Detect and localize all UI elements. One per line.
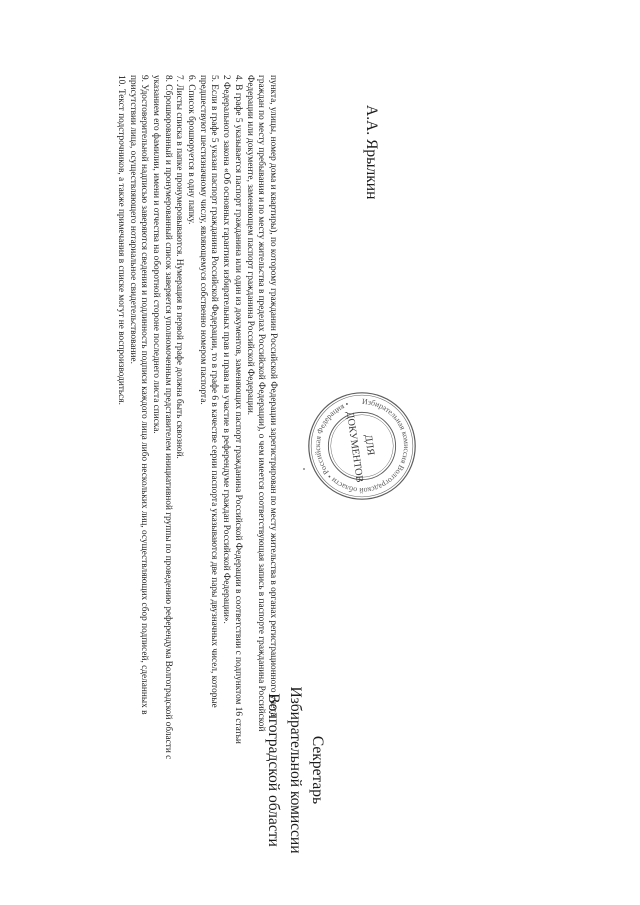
round-seal-stamp (306, 390, 418, 502)
note-line: 2 Федерального закона «Об основных гарантиях избирательных прав и права на участие в референдуме граждан Российской Федерации». (221, 75, 232, 624)
note-line: 5. Если в графе 5 указан паспорт гражданина Российской Федерации, то в графе 6 в качестве серии паспорта указываются две пары двузначных чисел, которые (209, 75, 220, 708)
signature-block (262, 640, 328, 900)
note-line: 7. Листы списка в папке пронумеровываются. Нумерация в первой графе должна быть сквозной. (174, 75, 185, 459)
signer-position-line3: Волгоградской области (265, 693, 282, 847)
note-line: присутствии лица, осуществляющего нотариальное свидетельствование. (127, 75, 138, 364)
stamp-center-bottom: ДОКУМЕНТОВ (343, 410, 365, 484)
note-line: 8. Сброшюрованный и пронумерованный список заверяется уполномоченным представителем инициативной группы по проведению референдума Волгоградской области с (162, 75, 173, 760)
signer-position-line2: Избирательной комиссии (287, 686, 304, 854)
scan-artifact (303, 468, 305, 470)
note-line: пункта, улицы, номер дома и квартиры), по которому гражданин Российской Федерации зарегистрирован по месту жительства в органах регистрационного учета (268, 75, 278, 717)
note-line: предшествуют шестизначному числу, являющемуся собственно номером паспорта. (197, 75, 208, 405)
note-line: Федерации или документе, заменяющем паспорт гражданина Российской Федерации. (244, 75, 255, 416)
note-line: 6. Список брошюруется в одну папку. (186, 75, 197, 225)
note-line: 9. Удостоверительной надписью заверяются сведения и подлинность подписи каждого лица либо нескольких лиц, осуществляющих сбор подписей, сделанных в (139, 75, 150, 715)
stamp-ring-text: Избирательная комиссия Волгоградской области • Российская Федерация • (312, 396, 412, 496)
note-line: указанием его фамилии, имени и отчества на оборотной стороне последнего листа списка. (150, 75, 161, 434)
note-line: 4. В графе 5 указывается паспорт гражданина или один из документов, заменяющих паспорт гражданина Российской Федерации в соответствии с подпунктом 16 статьи (232, 75, 243, 744)
signer-name: А.А. Ярылкин (363, 105, 380, 200)
signer-position-line1: Секретарь (309, 735, 326, 805)
note-line: 10. Текст подстрочников, а также примечания в списке могут не воспроизводиться. (115, 75, 126, 405)
notes-text (114, 75, 278, 845)
stamp-center-top: ДЛЯ (362, 433, 376, 457)
note-line: граждан по месту пребывания и по месту жительства в пределах Российской Федерации), о чем имеется соответствующая запись в паспорте гражданина Российской (256, 75, 267, 732)
